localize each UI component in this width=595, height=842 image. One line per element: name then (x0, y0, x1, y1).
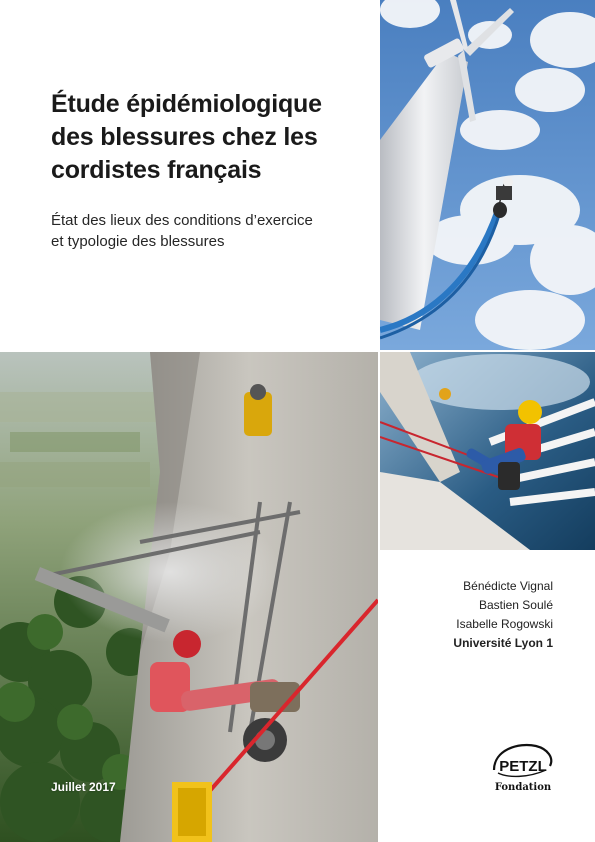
logo-label: Fondation (494, 782, 552, 793)
author-name: Bénédicte Vignal (463, 579, 553, 593)
subtitle-line: État des lieux des conditions d’exercice (51, 212, 313, 229)
title-line: Étude épidémiologique (51, 90, 322, 118)
document-title (51, 88, 361, 187)
photo-icon (380, 0, 595, 350)
photo-bridge-cable-worker (380, 352, 595, 550)
authors-block (453, 577, 553, 653)
author-name: Bastien Soulé (478, 598, 553, 612)
photo-icon (0, 352, 378, 842)
author-name: Isabelle Rogowski (456, 617, 553, 631)
photo-icon (380, 352, 595, 550)
photo-wind-turbine-climber (380, 0, 595, 350)
petzl-logo-icon (488, 740, 558, 782)
document-subtitle (51, 210, 361, 252)
title-line: cordistes français (51, 156, 262, 184)
logo-brand: PETZL (499, 758, 547, 775)
subtitle-line: et typologie des blessures (51, 233, 225, 250)
photo-cliff-drilling-workers (0, 352, 378, 842)
publication-date: Juillet 2017 (51, 780, 116, 794)
title-line: des blessures chez les (51, 123, 318, 151)
institution-name: Université Lyon 1 (453, 636, 553, 650)
